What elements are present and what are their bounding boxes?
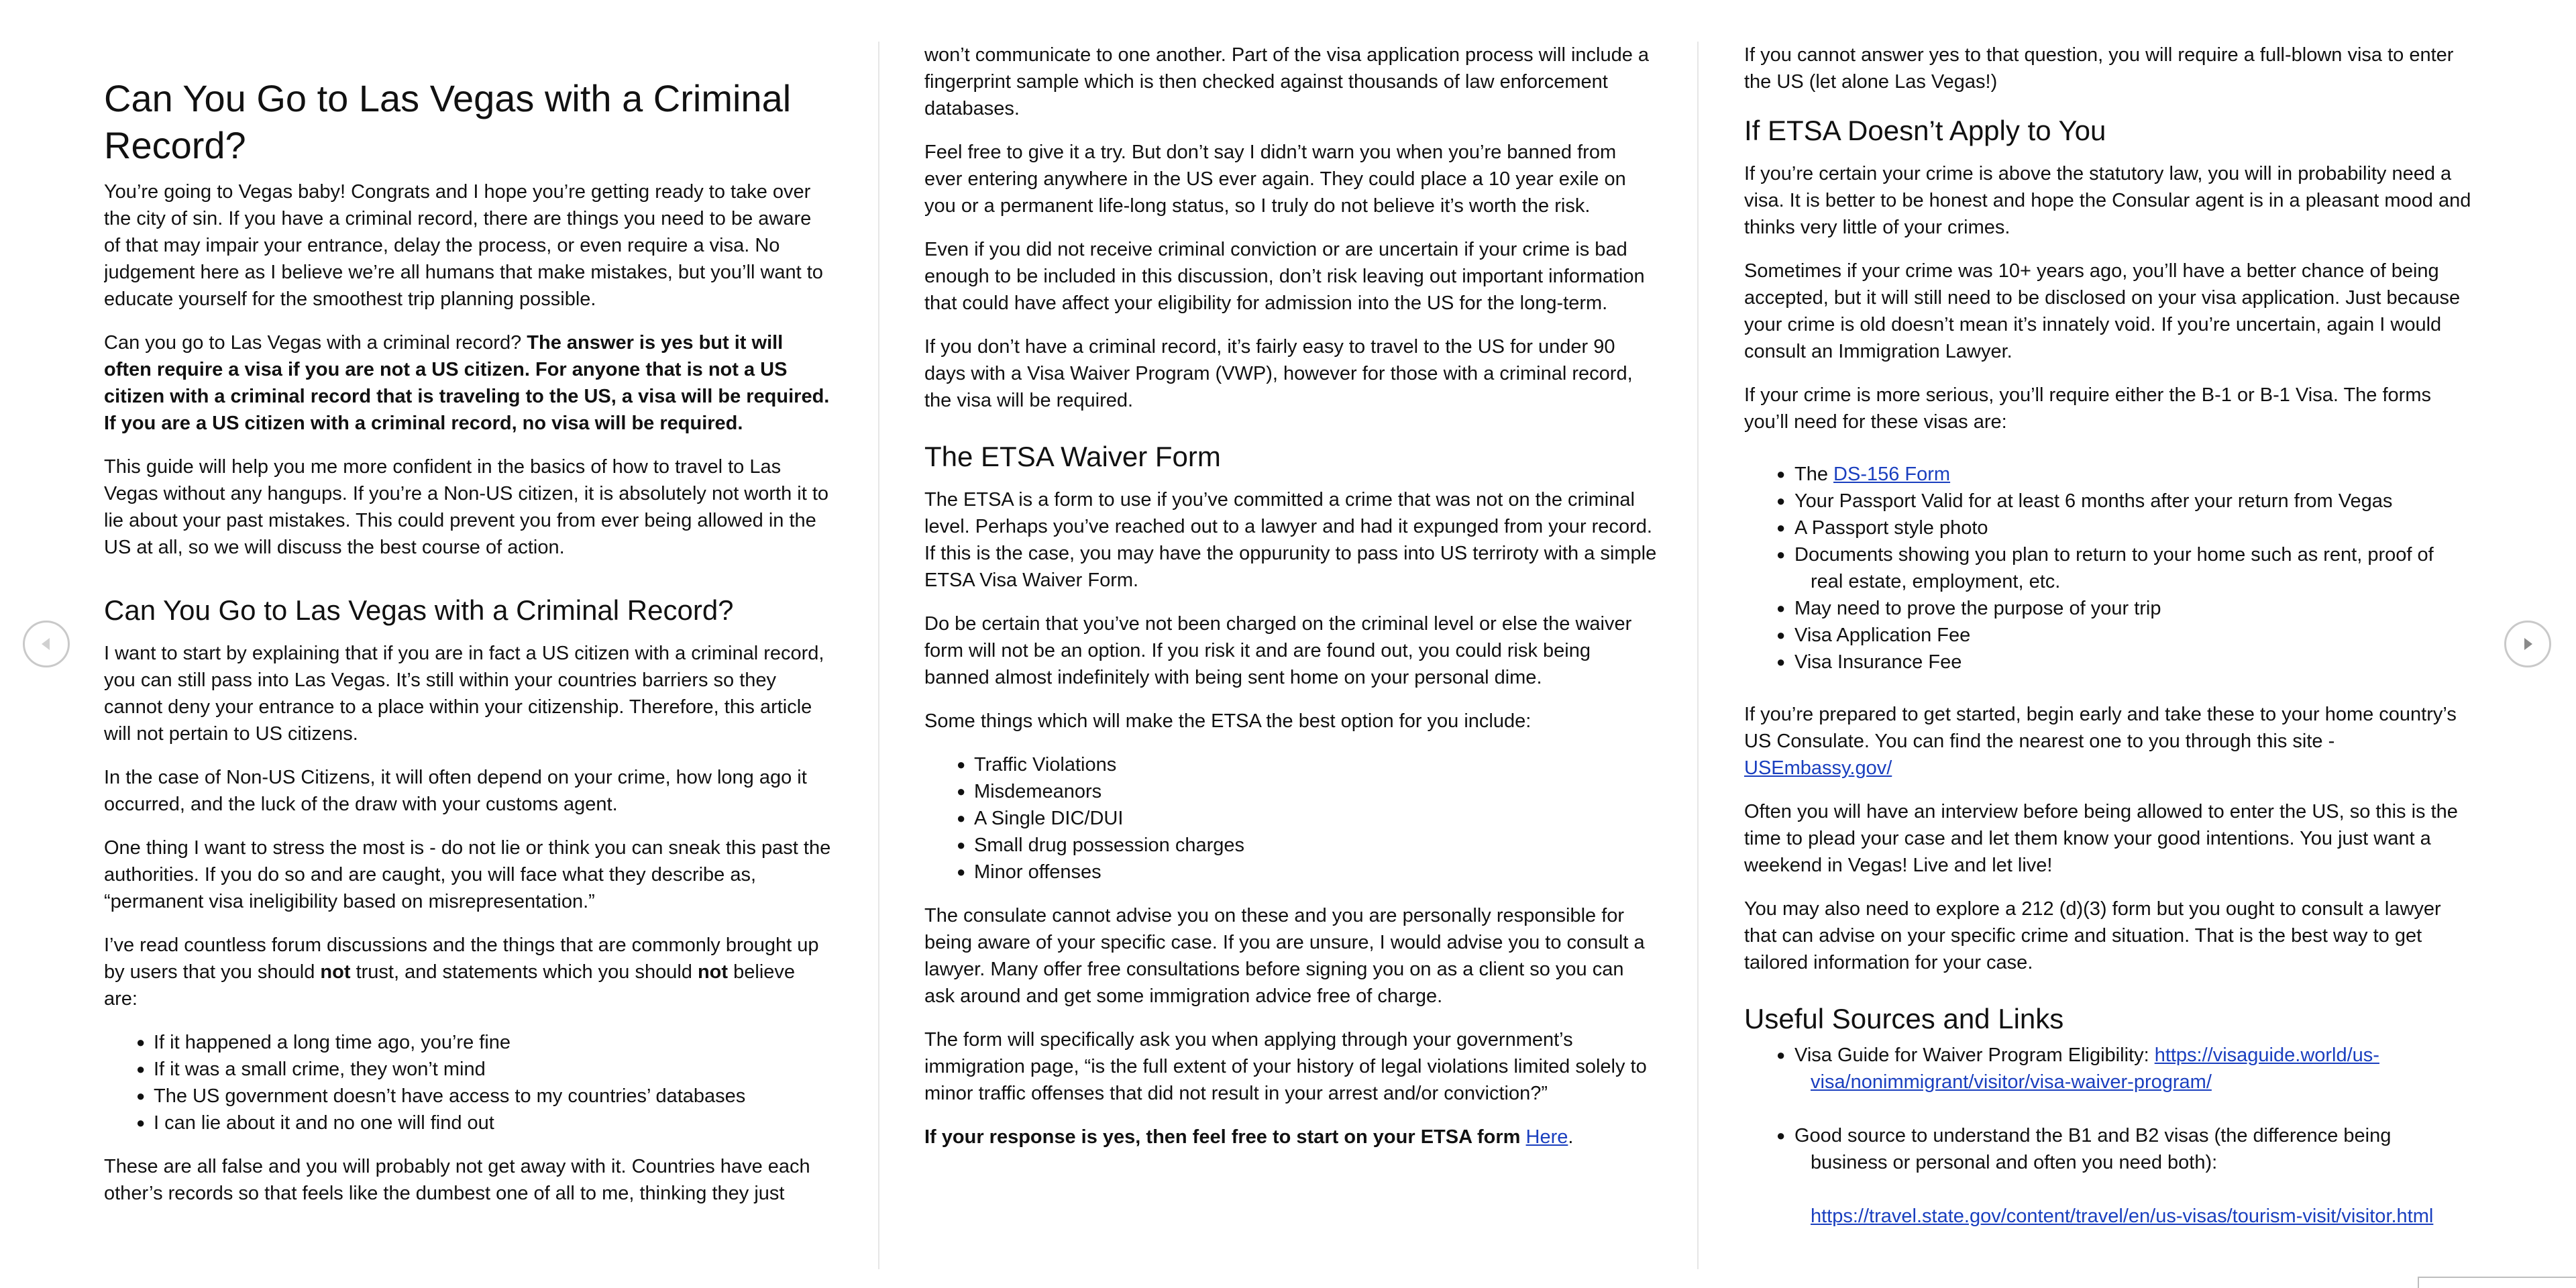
- visaguide-link[interactable]: https://visaguide.world/us-: [2154, 1044, 2379, 1066]
- body-paragraph: Even if you did not receive criminal conviction or are uncertain if your crime is bad enough to be included in this discussion, don’t risk leaving out important information that could have affect your eligibility for admission into the US for the long-term.: [924, 239, 1645, 314]
- bold-text: If your response is yes, then feel free to start on your ETSA form: [924, 1126, 1526, 1148]
- page-column-3: [1744, 0, 2475, 1288]
- page-title: Can You Go to Las Vegas with a Criminal Record?: [104, 77, 792, 166]
- chevron-right-icon: [2518, 634, 2538, 654]
- section-heading: Useful Sources and Links: [1744, 1003, 2064, 1034]
- guide-paragraph: This guide will help you me more confident in the basics of how to travel to Las Vegas without any hangups. If you’re a Non-US citizen, it is absolutely not worth it to lie about your past mistakes. This could prevent you from ever being allowed in the US at all, so we will discuss the best course of action.: [104, 456, 829, 558]
- body-paragraph: If you cannot answer yes to that question, you will require a full-blown visa to enter the US (let alone Las Vegas!): [1744, 44, 2454, 93]
- column-divider: [878, 42, 879, 1269]
- list-item: [1744, 461, 2475, 488]
- list-item: ● I can lie about it and no one will find out: [104, 1110, 832, 1136]
- answer-bold-text: The answer is yes but it will often require a visa if you are not a US citizen. For anyone that is not a US citizen with a criminal record that is traveling to the US, a visa will be required. If you are a US citizen with a criminal record, no visa will be required.: [104, 332, 830, 434]
- text-run: believe are:: [104, 961, 796, 1010]
- question-text: Can you go to Las Vegas with a criminal record?: [104, 332, 527, 354]
- body-paragraph: [104, 932, 832, 1012]
- text-run: Good source to understand the B1 and B2 visas (the difference being: [1794, 1125, 2392, 1146]
- list-item: [1744, 1042, 2475, 1095]
- list-item: ● Visa Application Fee: [1744, 622, 2475, 649]
- bold-not: not: [697, 961, 729, 983]
- text-run: business or personal and often you need both):: [1811, 1152, 2218, 1173]
- body-paragraph: Often you will have an interview before being allowed to enter the US, so this is the time to plead your case and let them know your good intentions. You just want a weekend in Vegas! Live and let live!: [1744, 801, 2458, 876]
- body-paragraph: Some things which will make the ETSA the best option for you include:: [924, 710, 1532, 732]
- text-run: I’ve read countless forum discussions and the things that are commonly brought up by users that you should: [104, 934, 819, 983]
- chevron-left-icon: [36, 634, 56, 654]
- previous-page-button[interactable]: [23, 621, 70, 667]
- travel-state-link[interactable]: https://travel.state.gov/content/travel/en/us-visas/tourism-visit/visitor.html: [1811, 1205, 2434, 1227]
- text-run: The: [1794, 464, 1834, 485]
- body-paragraph: If you don’t have a criminal record, it’s fairly easy to travel to the US for under 90 days with a Visa Waiver Program (VWP), however for those with a criminal record, the visa will be required.: [924, 336, 1633, 411]
- list-item: ● A Single DIC/DUI: [924, 805, 1659, 832]
- text-run: .: [1568, 1126, 1574, 1148]
- visaguide-link[interactable]: visa/nonimmigrant/visitor/visa-waiver-program/: [1811, 1071, 2212, 1093]
- list-item: ● Traffic Violations: [924, 751, 1659, 778]
- ds156-form-link[interactable]: DS-156 Form: [1833, 464, 1951, 485]
- visa-forms-list: [1744, 461, 2475, 676]
- body-paragraph: If your crime is more serious, you’ll require either the B-1 or B-1 Visa. The forms you’ll need for these visas are:: [1744, 384, 2431, 433]
- body-paragraph: The consulate cannot advise you on these and you are personally responsible for being aware of your specific case. If you are unsure, I would advise you to consult a lawyer. Many offer free consultations before signing you on as a client so you can ask around and get some immigration advice free of charge.: [924, 905, 1645, 1007]
- text-run: real estate, employment, etc.: [1811, 571, 2061, 592]
- list-item: ● If it was a small crime, they won’t mind: [104, 1056, 832, 1083]
- text-run: If you’re prepared to get started, begin early and take these to your home country’s US Consulate. You can find the nearest one to you through this site -: [1744, 704, 2457, 752]
- page-column-2: [924, 0, 1659, 1288]
- body-paragraph: One thing I want to stress the most is - do not lie or think you can sneak this past the authorities. If you do so and are caught, you will face what they describe as, “permanent visa ineligibility based on misrepresentation.”: [104, 837, 831, 912]
- text-run: trust, and statements which you should: [350, 961, 698, 983]
- body-paragraph: In the case of Non-US Citizens, it will often depend on your crime, how long ago it occurred, and the luck of the draw with your customs agent.: [104, 767, 807, 815]
- column-divider: [1697, 42, 1699, 1269]
- list-item: [1744, 1122, 2475, 1230]
- list-item: ● Visa Insurance Fee: [1744, 649, 2475, 676]
- etsa-list: [924, 751, 1659, 885]
- page-column-1: [104, 0, 832, 1288]
- body-paragraph: Feel free to give it a try. But don’t say I didn’t warn you when you’re banned from ever entering anywhere in the US ever again. They could place a 10 year exile on you or a permanent life-long status, so I truly do not believe it’s worth the risk.: [924, 142, 1626, 217]
- section-heading: The ETSA Waiver Form: [924, 441, 1221, 472]
- next-page-button[interactable]: [2504, 621, 2551, 667]
- body-paragraph: won’t communicate to one another. Part of the visa application process will include a fingerprint sample which is then checked against thousands of law enforcement databases.: [924, 44, 1650, 119]
- list-item: ● Misdemeanors: [924, 778, 1659, 805]
- list-item: [1744, 541, 2475, 595]
- list-item: ● Minor offenses: [924, 859, 1659, 885]
- body-paragraph: [1744, 701, 2475, 782]
- body-paragraph: Do be certain that you’ve not been charged on the criminal level or else the waiver form will not be an option. If you risk it and are found out, you could risk being banned almost indefinitely with being sent home on your personal dime.: [924, 613, 1632, 688]
- answer-paragraph: [104, 329, 832, 437]
- bold-not: not: [320, 961, 351, 983]
- body-paragraph: You may also need to explore a 212 (d)(3) form but you ought to consult a lawyer that can advise on your specific crime and situation. That is the best way to get tailored information for your case.: [1744, 898, 2441, 973]
- list-item: ● May need to prove the purpose of your trip: [1744, 595, 2475, 622]
- list-item: ● If it happened a long time ago, you’re fine: [104, 1029, 832, 1056]
- body-paragraph: The form will specifically ask you when applying through your government’s immigration page, “is the full extent of your history of legal violations limited solely to minor traffic offenses that did not result in your arrest and/or conviction?”: [924, 1029, 1647, 1104]
- body-paragraph: Sometimes if your crime was 10+ years ago, you’ll have a better chance of being accepted, but it will still need to be disclosed on your visa application. Just because your crime is old doesn’t mean it’s innately void. If you’re uncertain, again I would consult an Immigration Lawyer.: [1744, 260, 2461, 362]
- intro-paragraph: You’re going to Vegas baby! Congrats and I hope you’re getting ready to take over the city of sin. If you have a criminal record, there are things you need to be aware of that may impair your entrance, delay the process, or even require a visa. No judgement here as I believe we’re all humans that make mistakes, but you’ll want to educate yourself for the smoothest trip planning possible.: [104, 181, 823, 310]
- body-paragraph: The ETSA is a form to use if you’ve committed a crime that was not on the criminal level. Perhaps you’ve reached out to a lawyer and had it expunged from your record. If this is the case, you may have the oppurunity to pass into US terriroty with a simple ETSA Visa Waiver Form.: [924, 489, 1657, 591]
- sources-list: [1744, 1042, 2475, 1230]
- section-heading: Can You Go to Las Vegas with a Criminal Record?: [104, 594, 734, 626]
- body-paragraph: If you’re certain your crime is above the statutory law, you will in probability need a visa. It is better to be honest and hope the Consular agent is in a pleasant mood and thinks very little of your crimes.: [1744, 163, 2471, 238]
- list-item: ● Your Passport Valid for at least 6 months after your return from Vegas: [1744, 488, 2475, 515]
- body-paragraph: These are all false and you will probably not get away with it. Countries have each other’s records so that feels like the dumbest one of all to me, thinking they just: [104, 1156, 810, 1204]
- notification-tab[interactable]: [2418, 1277, 2576, 1288]
- list-item: ● The US government doesn’t have access to my countries’ databases: [104, 1083, 832, 1110]
- text-run: Visa Guide for Waiver Program Eligibility:: [1794, 1044, 2155, 1066]
- section-heading: If ETSA Doesn’t Apply to You: [1744, 115, 2106, 146]
- list-item: ● A Passport style photo: [1744, 515, 2475, 541]
- list-item: ● Small drug possession charges: [924, 832, 1659, 859]
- etsa-form-link[interactable]: Here: [1525, 1126, 1568, 1148]
- text-run: Documents showing you plan to return to your home such as rent, proof of: [1794, 544, 2434, 566]
- body-paragraph: [924, 1124, 1659, 1150]
- myths-list: [104, 1029, 832, 1136]
- body-paragraph: I want to start by explaining that if you are in fact a US citizen with a criminal record, you can still pass into Las Vegas. It’s still within your countries barriers so they cannot deny your entrance to a place within your citizenship. Therefore, this article will not pertain to US citizens.: [104, 643, 824, 745]
- usembassy-link[interactable]: USEmbassy.gov/: [1744, 757, 1892, 779]
